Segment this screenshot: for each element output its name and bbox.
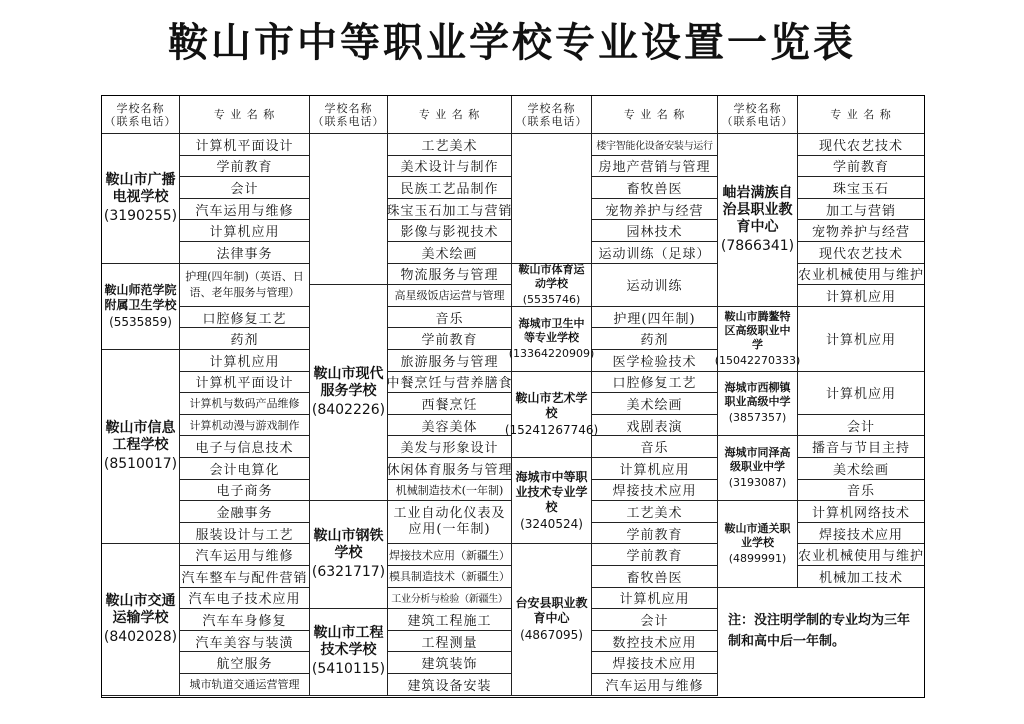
school-cell xyxy=(102,350,180,544)
major-cell xyxy=(388,544,512,566)
major-name: 影像与影视技术 xyxy=(400,225,499,241)
major-name: 学前教育 xyxy=(626,549,683,565)
header-phone-label: （联系电话） xyxy=(312,114,385,128)
major-name: 电子商务 xyxy=(216,484,273,500)
major-name: 农业机械使用与维护 xyxy=(798,268,925,284)
major-name: 汽车运用与维修 xyxy=(605,678,704,694)
school-cell xyxy=(718,501,798,587)
major-cell xyxy=(180,307,310,329)
major-name: 焊接技术应用 xyxy=(818,527,903,543)
major-cell xyxy=(180,458,310,480)
major-name: 音乐 xyxy=(640,441,669,457)
school-phone: (4867095) xyxy=(520,627,583,642)
major-cell xyxy=(592,609,718,631)
major-cell xyxy=(388,436,512,458)
major-name: 机械制造技术(一年制) xyxy=(395,483,504,497)
major-name: 口腔修复工艺 xyxy=(612,376,697,392)
major-name: 美术绘画 xyxy=(626,397,683,413)
school-phone: (13364220909) xyxy=(508,346,595,360)
school-cell xyxy=(504,372,599,458)
school-phone: (3190255) xyxy=(103,207,178,224)
major-name: 学前教育 xyxy=(626,527,683,543)
major-name: 计算机应用 xyxy=(619,462,690,478)
major-cell xyxy=(798,501,924,523)
school-cell xyxy=(512,544,592,695)
major-name: 建筑工程施工 xyxy=(407,613,492,629)
major-name: 计算机应用 xyxy=(825,333,896,349)
school-name: 岫岩满族自治县职业教育中心 xyxy=(722,184,793,235)
major-cell xyxy=(592,350,718,372)
major-name: 宠物养护与经营 xyxy=(605,203,704,219)
major-name: 旅游服务与管理 xyxy=(400,354,499,370)
major-name: 珠宝玉石 xyxy=(832,181,889,197)
major-cell xyxy=(592,307,718,329)
major-name: 数控技术应用 xyxy=(612,635,697,651)
major-cell xyxy=(388,566,512,588)
school-cell xyxy=(102,544,180,695)
school-phone: (8510017) xyxy=(103,456,178,473)
major-cell xyxy=(180,631,310,653)
major-name: 美发与形象设计 xyxy=(400,441,499,457)
major-name: 戏剧表演 xyxy=(626,419,683,435)
header-major xyxy=(798,96,924,134)
major-cell xyxy=(180,566,310,588)
major-name: 休闲体育服务与管理 xyxy=(386,462,513,478)
major-name: 机械加工技术 xyxy=(818,570,903,586)
major-cell xyxy=(798,436,924,458)
major-cell xyxy=(180,328,310,350)
header-phone-label: （联系电话） xyxy=(515,114,588,128)
major-name: 药剂 xyxy=(640,333,669,349)
page-title: 鞍山市中等职业学校专业设置一览表 xyxy=(168,20,856,66)
major-name: 计算机动漫与游戏制作 xyxy=(189,419,300,433)
major-name: 运动训练 xyxy=(626,279,683,295)
school-cell xyxy=(718,436,798,501)
major-name: 药剂 xyxy=(230,333,259,349)
major-name: 学前教育 xyxy=(832,160,889,176)
major-name: 学前教育 xyxy=(421,333,478,349)
major-name: 楼宇智能化设备安装与运行 xyxy=(596,140,713,152)
school-phone: (3240524) xyxy=(520,516,583,531)
major-name: 西餐烹饪 xyxy=(421,397,478,413)
major-name: 计算机网络技术 xyxy=(811,505,910,521)
school-name: 海城市中等职业技术专业学校 xyxy=(515,469,588,514)
major-name: 汽车运用与维修 xyxy=(195,203,294,219)
major-name: 法律事务 xyxy=(216,246,273,262)
major-name: 畜牧兽医 xyxy=(626,570,683,586)
major-cell xyxy=(798,156,924,178)
major-cell xyxy=(388,199,512,221)
major-name: 农业机械使用与维护 xyxy=(798,549,925,565)
major-name: 珠宝玉石加工与营销 xyxy=(386,203,513,219)
major-cell xyxy=(388,220,512,242)
major-name: 建筑设备安装 xyxy=(407,678,492,694)
major-cell xyxy=(798,372,924,415)
major-name: 焊接技术应用 xyxy=(612,657,697,673)
major-cell xyxy=(388,350,512,372)
major-cell xyxy=(388,285,512,307)
major-cell xyxy=(388,501,512,544)
major-cell xyxy=(388,652,512,674)
major-cell xyxy=(798,199,924,221)
major-cell xyxy=(180,652,310,674)
major-cell xyxy=(798,220,924,242)
major-cell xyxy=(592,393,718,415)
major-cell xyxy=(592,501,718,523)
footnote-text: 注：没注明学制的专业均为三年制和高中后一年制。 xyxy=(728,612,911,649)
school-cell xyxy=(512,264,592,307)
major-name: 汽车美容与装潢 xyxy=(195,635,294,651)
major-cell xyxy=(798,480,924,502)
school-cell xyxy=(102,264,180,350)
major-name: 工程测量 xyxy=(421,635,478,651)
school-name: 鞍山市现代服务学校 xyxy=(313,366,384,400)
school-name: 鞍山市工程技术学校 xyxy=(313,625,384,659)
school-cell xyxy=(310,134,388,285)
school-phone: (5410115) xyxy=(311,661,386,678)
major-name: 物流服务与管理 xyxy=(400,268,499,284)
header-major xyxy=(592,96,718,134)
major-cell xyxy=(388,134,512,156)
major-name: 建筑装饰 xyxy=(421,657,478,673)
major-name: 音乐 xyxy=(435,311,464,327)
major-name: 汽车电子技术应用 xyxy=(188,592,301,608)
major-name: 加工与营销 xyxy=(825,203,896,219)
major-name: 工业自动化仪表及应用(一年制) xyxy=(393,506,506,538)
major-cell xyxy=(180,436,310,458)
major-cell xyxy=(388,328,512,350)
major-name: 播音与节目主持 xyxy=(811,441,910,457)
header-major xyxy=(388,96,512,134)
school-cell xyxy=(714,307,801,372)
major-name: 宠物养护与经营 xyxy=(811,225,910,241)
major-name: 计算机应用 xyxy=(825,387,896,403)
school-phone: (15042270333) xyxy=(714,353,801,367)
major-cell xyxy=(388,307,512,329)
school-name: 鞍山市交通运输学校 xyxy=(105,592,176,626)
header-major-label: 专 业 名 称 xyxy=(213,108,276,121)
major-name: 现代农艺技术 xyxy=(818,138,903,154)
major-cell xyxy=(180,674,310,696)
major-cell xyxy=(592,177,718,199)
major-cell xyxy=(592,588,718,610)
header-school xyxy=(310,96,388,134)
header-school-label: 学校名称 xyxy=(116,101,165,115)
header-school xyxy=(718,96,798,134)
major-name: 护理(四年制) xyxy=(613,311,696,327)
major-name: 会计电算化 xyxy=(209,462,280,478)
header-major xyxy=(180,96,310,134)
school-name: 鞍山市体育运动学校 xyxy=(518,262,585,290)
major-cell xyxy=(798,307,924,372)
major-cell xyxy=(180,523,310,545)
major-cell xyxy=(388,480,512,502)
major-cell xyxy=(798,242,924,264)
header-major-label: 专 业 名 称 xyxy=(418,108,481,121)
major-name: 房地产营销与管理 xyxy=(598,160,711,176)
major-name: 医学检验技术 xyxy=(612,354,697,370)
major-name: 会计 xyxy=(230,181,259,197)
major-cell xyxy=(592,674,718,696)
school-name: 台安县职业教育中心 xyxy=(515,595,588,625)
major-cell xyxy=(180,480,310,502)
school-cell xyxy=(310,501,388,609)
major-cell xyxy=(388,415,512,437)
major-cell xyxy=(798,264,924,286)
major-name: 音乐 xyxy=(846,484,875,500)
major-cell xyxy=(180,199,310,221)
school-phone: (15241267746) xyxy=(504,422,599,437)
major-name: 民族工艺品制作 xyxy=(400,181,499,197)
major-name: 美术绘画 xyxy=(421,246,478,262)
major-name: 中餐烹饪与营养膳食 xyxy=(386,376,513,392)
major-name: 会计 xyxy=(640,613,669,629)
major-cell xyxy=(388,674,512,696)
major-cell xyxy=(180,350,310,372)
header-school-label: 学校名称 xyxy=(527,101,576,115)
major-name: 计算机应用 xyxy=(619,592,690,608)
major-name: 焊接技术应用（新疆生） xyxy=(389,548,510,562)
school-name: 海城市同泽高级职业中学 xyxy=(724,446,791,474)
school-name: 鞍山市腾鳌特区高级职业中学 xyxy=(724,309,791,351)
major-cell xyxy=(388,242,512,264)
school-major-table xyxy=(101,95,925,698)
major-cell xyxy=(592,372,718,394)
major-name: 金融事务 xyxy=(216,505,273,521)
major-cell xyxy=(388,631,512,653)
school-name: 海城市西柳镇职业高级中学 xyxy=(724,381,791,409)
major-cell xyxy=(180,372,310,394)
major-cell xyxy=(180,588,310,610)
school-name: 鞍山市信息工程学校 xyxy=(105,420,176,454)
major-name: 美术绘画 xyxy=(832,462,889,478)
header-major-label: 专 业 名 称 xyxy=(623,108,686,121)
header-school xyxy=(102,96,180,134)
school-phone: (4899991) xyxy=(728,551,787,565)
school-cell xyxy=(512,134,592,264)
major-cell xyxy=(592,242,718,264)
major-name: 运动训练（足球） xyxy=(598,246,711,262)
major-cell xyxy=(180,177,310,199)
major-name: 计算机应用 xyxy=(825,289,896,305)
school-phone: (5535859) xyxy=(109,314,172,329)
school-cell xyxy=(102,134,180,264)
major-cell xyxy=(592,156,718,178)
major-cell xyxy=(180,242,310,264)
major-name: 汽车整车与配件营销 xyxy=(181,570,308,586)
major-cell xyxy=(592,415,718,437)
major-cell xyxy=(798,523,924,545)
major-cell xyxy=(388,177,512,199)
school-name: 鞍山市通关职业学校 xyxy=(724,521,791,549)
major-name: 计算机应用 xyxy=(209,225,280,241)
major-name: 焊接技术应用 xyxy=(612,484,697,500)
major-cell xyxy=(180,156,310,178)
school-phone: (5535746) xyxy=(522,292,581,306)
major-cell xyxy=(798,415,924,437)
school-cell xyxy=(310,285,388,501)
major-name: 计算机应用 xyxy=(209,354,280,370)
major-cell xyxy=(180,501,310,523)
major-cell xyxy=(798,566,924,588)
major-cell xyxy=(592,523,718,545)
major-name: 园林技术 xyxy=(626,225,683,241)
major-cell xyxy=(592,652,718,674)
major-cell xyxy=(388,264,512,286)
major-name: 美容美体 xyxy=(421,419,478,435)
major-cell xyxy=(180,415,310,437)
major-name: 会计 xyxy=(846,419,875,435)
major-name: 汽车运用与维修 xyxy=(195,549,294,565)
major-name: 计算机与数码产品维修 xyxy=(189,397,300,411)
major-name: 高星级饭店运营与管理 xyxy=(394,289,505,303)
school-phone: (3857357) xyxy=(728,411,787,425)
school-cell xyxy=(512,458,592,544)
major-cell xyxy=(798,134,924,156)
major-cell xyxy=(592,566,718,588)
major-name: 工艺美术 xyxy=(626,505,683,521)
major-name: 计算机平面设计 xyxy=(195,376,294,392)
major-cell xyxy=(592,220,718,242)
school-name: 鞍山师范学院附属卫生学校 xyxy=(104,282,177,312)
major-cell xyxy=(388,458,512,480)
major-cell xyxy=(798,177,924,199)
major-cell xyxy=(388,588,512,610)
major-cell xyxy=(180,544,310,566)
major-cell xyxy=(388,393,512,415)
major-cell xyxy=(592,264,718,307)
major-name: 模具制造技术（新疆生） xyxy=(389,570,510,584)
major-cell xyxy=(592,199,718,221)
major-name: 口腔修复工艺 xyxy=(202,311,287,327)
school-name: 鞍山市钢铁学校 xyxy=(313,528,384,562)
major-name: 电子与信息技术 xyxy=(195,441,294,457)
school-cell xyxy=(718,372,798,437)
major-cell xyxy=(388,372,512,394)
major-cell xyxy=(388,156,512,178)
major-cell xyxy=(592,458,718,480)
major-cell xyxy=(798,285,924,307)
school-phone: (8402226) xyxy=(311,402,386,419)
major-cell xyxy=(388,609,512,631)
school-phone: (3193087) xyxy=(728,476,787,490)
footnote xyxy=(718,588,924,674)
major-cell xyxy=(592,631,718,653)
major-cell xyxy=(798,544,924,566)
major-cell xyxy=(180,134,310,156)
major-name: 航空服务 xyxy=(216,657,273,673)
school-name: 海城市卫生中等专业学校 xyxy=(518,316,585,344)
major-name: 畜牧兽医 xyxy=(626,181,683,197)
major-name: 工艺美术 xyxy=(421,138,478,154)
school-phone: (6321717) xyxy=(311,564,386,581)
major-cell xyxy=(592,328,718,350)
major-cell xyxy=(180,609,310,631)
header-phone-label: （联系电话） xyxy=(721,114,794,128)
major-cell xyxy=(798,458,924,480)
major-cell xyxy=(180,393,310,415)
school-name: 鞍山市广播电视学校 xyxy=(105,171,176,205)
major-name: 计算机平面设计 xyxy=(195,138,294,154)
school-name: 鞍山市艺术学校 xyxy=(515,390,588,420)
school-cell xyxy=(718,134,798,307)
header-major-label: 专 业 名 称 xyxy=(830,108,892,121)
major-cell xyxy=(180,264,310,307)
major-cell xyxy=(592,480,718,502)
school-phone: (7866341) xyxy=(720,237,795,254)
major-name: 工业分析与检验（新疆生） xyxy=(391,594,508,606)
major-name: 汽车车身修复 xyxy=(202,613,287,629)
header-school-label: 学校名称 xyxy=(324,101,373,115)
major-cell xyxy=(592,134,718,156)
school-cell xyxy=(310,609,388,695)
major-name: 城市轨道交通运营管理 xyxy=(189,678,300,692)
major-name: 学前教育 xyxy=(216,160,273,176)
major-name: 美术设计与制作 xyxy=(400,160,499,176)
header-school xyxy=(512,96,592,134)
school-phone: (8402028) xyxy=(103,628,178,645)
major-name: 服装设计与工艺 xyxy=(195,527,294,543)
header-phone-label: （联系电话） xyxy=(104,114,177,128)
header-school-label: 学校名称 xyxy=(733,101,782,115)
major-cell xyxy=(180,220,310,242)
major-cell xyxy=(592,436,718,458)
major-name: 护理(四年制)（英语、日语、老年服务与管理） xyxy=(185,269,304,299)
major-cell xyxy=(592,544,718,566)
major-name: 现代农艺技术 xyxy=(818,246,903,262)
school-cell xyxy=(508,307,595,372)
